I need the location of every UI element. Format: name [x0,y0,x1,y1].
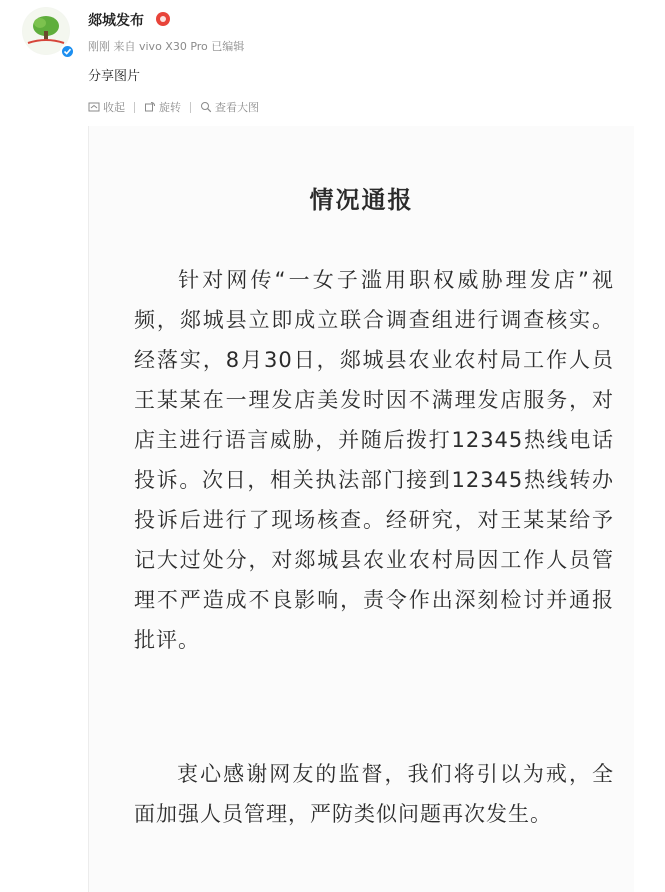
collapse-button[interactable] [88,99,125,115]
verified-icon [60,44,75,59]
notice-image[interactable] [88,126,634,892]
notice-paragraph-1 [134,260,614,660]
rotate-label: 旋转 [159,101,181,114]
rotate-button[interactable] [144,99,181,115]
view-large-label: 查看大图 [215,101,259,114]
post-text: 分享图片 [88,69,141,84]
toolbar-divider [134,102,135,113]
collapse-icon [88,101,100,113]
toolbar-divider [190,102,191,113]
notice-paragraph-2-text: 衷心感谢网友的监督，我们将引以为戒，全面加强人员管理，严防类似问题再次发生。 [134,762,614,826]
weibo-badge-icon [156,12,170,26]
collapse-label: 收起 [103,101,125,114]
view-large-button[interactable] [200,99,259,115]
notice-paragraph-2 [134,754,614,834]
notice-title: 情况通报 [309,186,414,214]
zoom-icon [200,101,212,113]
username[interactable]: 郯城发布 [88,13,144,29]
notice-paragraph-1-text: 针对网传“一女子滥用职权威胁理发店”视频，郯城县立即成立联合调查组进行调查核实。经落实，8月30日，郯城县农业农村局工作人员王某某在一理发店美发时因不满理发店服务，对店主进行语言威胁，并随后拨打12345热线电话投诉。次日，相关执法部门接到12345热线转办投诉后进行了现场核查。经研究，对王某某给予记大过处分，对郯城县农业农村局因工作人员管理不严造成不良影响，责令作出深刻检讨并通报批评。 [134,268,614,652]
image-toolbar [88,98,259,116]
post-meta: 刚刚 来自 vivo X30 Pro 已编辑 [88,40,245,53]
rotate-icon [144,101,156,113]
